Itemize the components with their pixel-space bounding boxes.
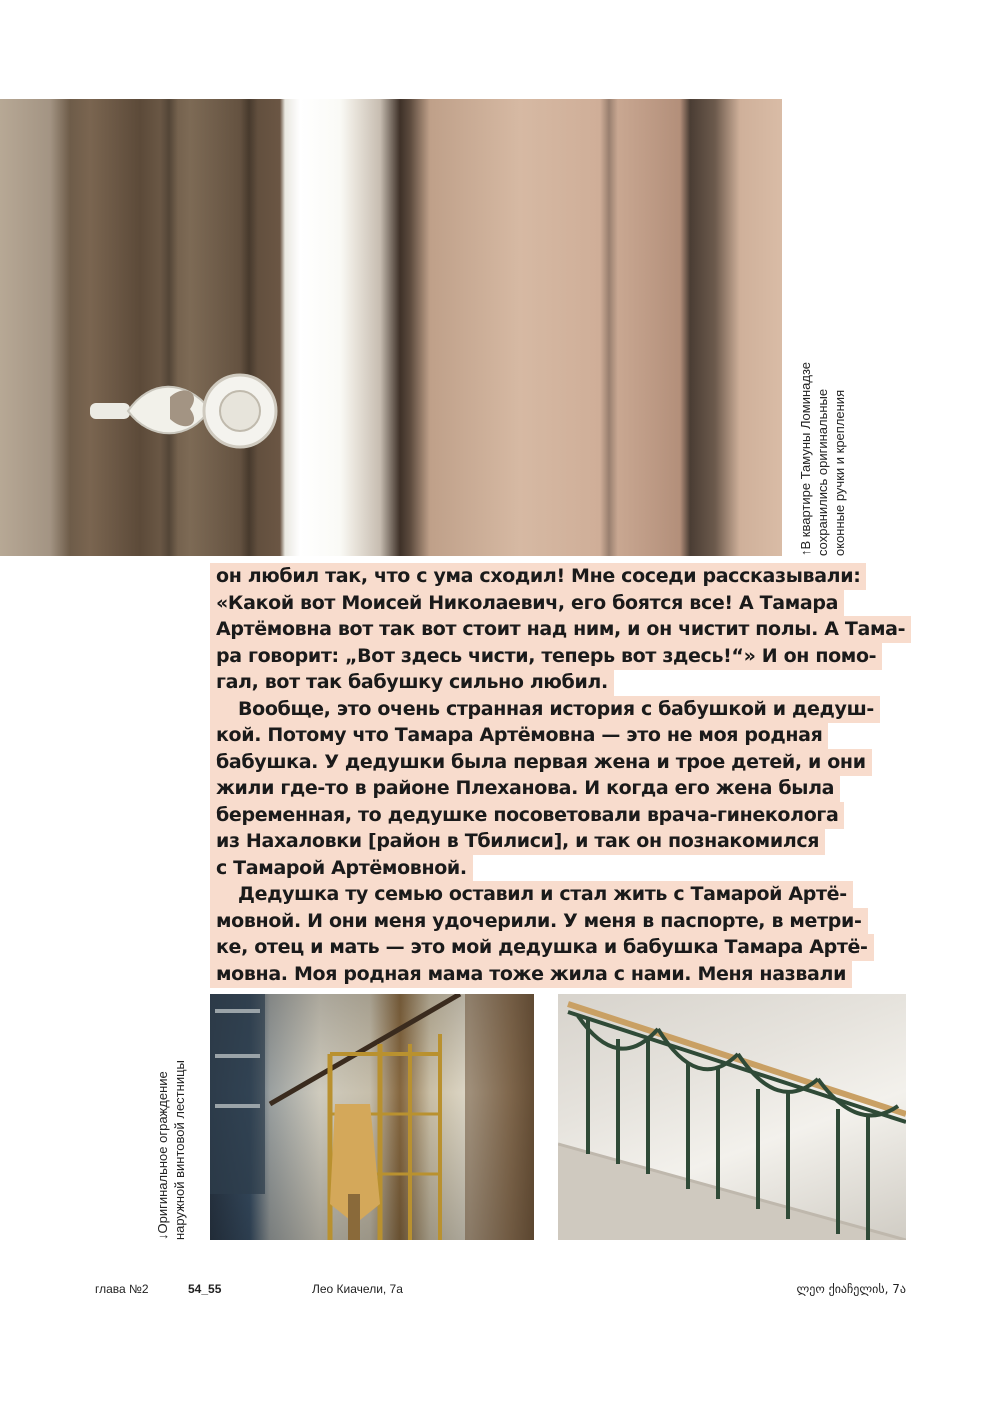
paragraph [210,881,906,987]
article-text [210,563,906,987]
footer-address-ru: Лео Киачели, 7а [312,1282,403,1296]
railing-illustration [558,994,906,1240]
text-line: «Какой вот Моисей Николаевич, его боятся все! А Тамара [210,590,844,617]
top-photo-caption [797,362,848,556]
text-line: беременная, то дедушке посоветовали врача-гинеколога [210,802,844,829]
text-line: из Нахаловки [район в Тбилиси], и так он познакомился [210,828,825,855]
paragraph [210,563,906,696]
text-line: ке, отец и мать — это мой дедушка и бабушка Тамара Артё- [210,934,874,961]
text-line: мовна. Моя родная мама тоже жила с нами. Меня назвали [210,961,852,988]
footer-page-numbers: 54_55 [188,1282,222,1296]
text-line: он любил так, что с ума сходил! Мне соседи рассказывали: [210,563,866,590]
text-line: Дедушка ту семью оставил и стал жить с Тамарой Артё- [210,881,853,908]
text-line: ра говорит: „Вот здесь чисти, теперь вот здесь!“» И он помо- [210,643,882,670]
curtain-window-photo [0,99,782,556]
railing-illustration [210,994,534,1240]
caption-line: В квартире Тамуны Ломинадзе [798,362,813,550]
green-railing-photo [558,994,906,1240]
arrow-up-icon: ↑ [798,549,813,556]
text-line: гал, вот так бабушку сильно любил. [210,669,614,696]
footer-address-ge: ლეო ქიაჩელის, 7ა [796,1282,906,1296]
caption-line: Оригинальное ограждение [155,1071,170,1234]
staircase-broom-photo [210,994,534,1240]
bottom-photo-caption [154,1060,188,1240]
caption-line: наружной винтовой лестницы [172,1060,187,1240]
text-line: Артёмовна вот так вот стоит над ним, и он чистит полы. А Тама- [210,616,911,643]
caption-line: оконные ручки и крепления [832,389,847,556]
text-line: бабушка. У дедушки была первая жена и трое детей, и они [210,749,872,776]
text-line: кой. Потому что Тамара Артёмовна — это не моя родная [210,722,828,749]
text-line: Вообще, это очень странная история с бабушкой и дедуш- [210,696,880,723]
text-line: жили где-то в районе Плеханова. И когда его жена была [210,775,840,802]
paragraph [210,696,906,882]
caption-line: сохранились оригинальные [815,388,830,556]
window-latch-image [90,369,280,455]
footer-chapter: глава №2 [95,1282,149,1296]
text-line: мовной. И они меня удочерили. У меня в паспорте, в метри- [210,908,868,935]
text-line: с Тамарой Артёмовной. [210,855,473,882]
arrow-down-icon: ↓ [155,1233,170,1240]
